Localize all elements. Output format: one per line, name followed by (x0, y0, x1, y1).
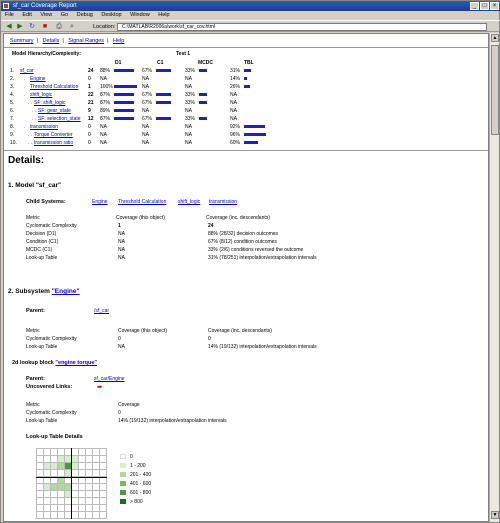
tbl-value: 92% (230, 124, 241, 130)
tbl-value: 31% (230, 68, 241, 74)
metric-value: 0 (118, 410, 121, 416)
lookup-cell (79, 449, 86, 456)
mcdc-coverage-bar (199, 101, 207, 104)
hierarchy-link[interactable]: Torque Converter (34, 132, 73, 138)
lookup-cell (44, 484, 51, 491)
lookup-cell (51, 498, 58, 505)
toolbar (1, 20, 500, 32)
hierarchy-link[interactable]: sf_car (20, 68, 34, 74)
lookup-cell (51, 456, 58, 463)
lookup-table-grid (36, 448, 106, 518)
lookup-cell (44, 449, 51, 456)
c1-value: NA (142, 76, 149, 82)
d1-value: 100% (100, 84, 113, 90)
legend-label: 601 - 800 (130, 490, 152, 496)
legend-swatch (120, 499, 126, 504)
tbl-coverage-bar (244, 125, 265, 128)
mcdc-value: NA (185, 108, 192, 114)
coverage-header: Coverage (118, 402, 140, 408)
engine-heading: 2. Subsystem "Engine" (8, 288, 80, 295)
metric-desc-value: 14% (19/132) interpolation/extrapolation intervals (208, 344, 317, 350)
complexity-value: 0 (88, 132, 91, 138)
lookup-parent-link[interactable]: sf_car/Engine (94, 376, 125, 382)
tbl-coverage-bar (244, 69, 251, 72)
child-link-threshold[interactable]: Threshold Calculation (118, 199, 167, 205)
lookup-cell (37, 491, 44, 498)
tbl-header: TBL (244, 60, 254, 66)
d1-value: 88% (100, 68, 111, 74)
c1-coverage-bar (156, 69, 171, 72)
vertical-scrollbar[interactable] (489, 33, 499, 522)
c1-value: NA (142, 124, 149, 130)
mcdc-coverage-bar (199, 69, 207, 72)
lookup-cell (86, 498, 93, 505)
child-link-engine[interactable]: Engine (92, 199, 108, 205)
hierarchy-link[interactable]: Threshold Calculation (30, 84, 79, 90)
tbl-coverage-bar (244, 77, 247, 80)
row-indent: . (24, 76, 26, 82)
lookup-cell (100, 505, 107, 512)
row-number: 4. (10, 92, 15, 98)
lookup-cell (58, 463, 65, 470)
tbl-value: 60% (230, 140, 241, 146)
lookup-cell (37, 449, 44, 456)
metric-desc-value: 67% (8/12) condition outcomes (208, 239, 277, 245)
metric-header: Metric (26, 402, 40, 408)
lookup-cell (93, 498, 100, 505)
row-indent: . (24, 124, 26, 130)
lookup-cell (93, 477, 100, 484)
d1-value: 89% (100, 108, 111, 114)
engine-parent-link[interactable]: /sf_car (94, 308, 110, 314)
print-icon[interactable]: ⎙ (56, 23, 62, 30)
lookup-cell (58, 491, 65, 498)
complexity-value: 12 (88, 116, 94, 122)
lookup-cell (37, 477, 44, 484)
lookup-heading-link[interactable]: "engine torque" (55, 360, 97, 366)
lookup-cell (51, 470, 58, 477)
metric-object-value: NA (118, 247, 125, 253)
scroll-up-icon[interactable]: ▲ (492, 35, 498, 41)
nav-help[interactable]: Help (113, 38, 125, 44)
d1-value: NA (100, 124, 107, 130)
stop-icon[interactable]: ■ (42, 23, 48, 30)
find-icon[interactable]: ⌕ (70, 23, 74, 30)
lookup-cell (100, 512, 107, 519)
lookup-cell (86, 470, 93, 477)
lookup-cell (93, 491, 100, 498)
lookup-cell (100, 477, 107, 484)
nav-summary[interactable]: Summary (10, 38, 34, 44)
grid-line (71, 448, 72, 519)
tbl-value: 14% (230, 76, 241, 82)
lookup-cell (44, 470, 51, 477)
lookup-cell (51, 512, 58, 519)
legend-swatch (120, 463, 126, 468)
metric-name: Cyclomatic Complexity (26, 410, 77, 416)
d1-coverage-bar (114, 85, 137, 88)
metric-object-value: NA (118, 231, 125, 237)
metric-value: 14% (19/132) interpolation/extrapolation intervals (118, 418, 227, 424)
lookup-cell (37, 470, 44, 477)
close-button[interactable]: × (490, 2, 499, 10)
lookup-cell (37, 512, 44, 519)
row-indent: . (24, 84, 26, 90)
menu-help[interactable]: Help (158, 12, 170, 18)
lookup-cell (93, 505, 100, 512)
obj-coverage-header: Coverage (this object) (116, 215, 165, 221)
hierarchy-link[interactable]: SF: gear_state (38, 108, 71, 114)
test-header: Test 1 (176, 51, 191, 57)
row-number: 10. (10, 140, 17, 146)
lookup-cell (93, 470, 100, 477)
metric-object-value: NA (118, 344, 125, 350)
lookup-cell (37, 456, 44, 463)
lookup-cell (79, 463, 86, 470)
lookup-cell (79, 456, 86, 463)
d1-coverage-bar (114, 109, 134, 112)
legend-label: > 800 (130, 499, 143, 505)
menu-debug[interactable]: Debug (76, 12, 93, 18)
metric-name: Look-up Table (26, 344, 58, 350)
refresh-icon[interactable]: ↻ (29, 23, 35, 30)
lookup-cell (51, 505, 58, 512)
d1-coverage-bar (114, 101, 134, 104)
title-bar (1, 1, 500, 11)
window-title: sf_car Coverage Report (13, 3, 77, 9)
divider (4, 47, 489, 48)
metric-name: Decision (D1) (26, 231, 57, 237)
mcdc-value: 33% (185, 68, 196, 74)
metric-name: MCDC (C1) (26, 247, 53, 253)
row-number: 9. (10, 132, 15, 138)
lookup-cell (86, 491, 93, 498)
lookup-cell (100, 449, 107, 456)
engine-parent-label: Parent: (26, 308, 45, 314)
hierarchy-link[interactable]: SF: shift_logic (34, 100, 66, 106)
nav-separator: | (62, 38, 64, 44)
minimize-button[interactable]: _ (470, 2, 479, 10)
row-indent: . . (28, 100, 33, 106)
hierarchy-header: Model Hierarchy/Complexity: (12, 51, 81, 57)
lookup-cell (72, 449, 79, 456)
lookup-cell (86, 477, 93, 484)
c1-value: NA (142, 84, 149, 90)
lookup-cell (37, 484, 44, 491)
row-indent: . (24, 92, 26, 98)
lookup-cell (100, 463, 107, 470)
menu-bar (1, 11, 500, 20)
lookup-cell (79, 484, 86, 491)
tbl-coverage-bar (244, 85, 250, 88)
lookup-cell (72, 512, 79, 519)
complexity-value: 24 (88, 68, 94, 74)
nav-separator: | (107, 38, 109, 44)
complexity-value: 1 (88, 84, 91, 90)
lookup-cell (72, 484, 79, 491)
lookup-cell (58, 498, 65, 505)
complexity-value: 0 (88, 140, 91, 146)
menu-go[interactable]: Go (60, 12, 69, 18)
complexity-value: 22 (88, 92, 94, 98)
metric-desc-value: 31% (78/251) interpolation/extrapolation intervals (208, 255, 317, 261)
row-number: 2. (10, 76, 15, 82)
lookup-cell (51, 477, 58, 484)
lookup-cell (44, 463, 51, 470)
c1-value: NA (142, 132, 149, 138)
lookup-cell (93, 449, 100, 456)
lookup-cell (37, 463, 44, 470)
lookup-cell (44, 498, 51, 505)
nav-separator: | (36, 38, 38, 44)
c1-value: 67% (142, 68, 153, 74)
lookup-cell (58, 477, 65, 484)
c1-coverage-bar (156, 117, 171, 120)
uncovered-links-label: Uncovered Links: (26, 384, 73, 390)
lookup-cell (100, 491, 107, 498)
lookup-cell (100, 470, 107, 477)
lookup-cell (100, 498, 107, 505)
forward-icon[interactable]: ▶ (17, 23, 23, 30)
lookup-cell (44, 477, 51, 484)
scroll-down-icon[interactable]: ▼ (492, 512, 498, 518)
d1-header: D1 (115, 60, 122, 66)
child-systems-label: Child Systems: (26, 199, 66, 205)
row-number: 8. (10, 124, 15, 130)
desc-coverage-header: Coverage (inc. descendants) (206, 215, 270, 221)
lookup-cell (44, 491, 51, 498)
mcdc-value: NA (185, 124, 192, 130)
lookup-cell (58, 449, 65, 456)
child-link-transmission[interactable]: transmission (209, 199, 238, 205)
c1-value: 67% (142, 100, 153, 106)
d1-coverage-bar (114, 93, 134, 96)
row-number: 7. (10, 116, 15, 122)
complexity-value: 9 (88, 108, 91, 114)
hierarchy-link[interactable]: transmission ratio (34, 140, 74, 146)
hierarchy-link[interactable]: transmission (30, 124, 59, 130)
metric-name: Look-up Table (26, 418, 58, 424)
hierarchy-link[interactable]: shift_logic (30, 92, 53, 98)
legend-label: 1 - 200 (130, 463, 146, 469)
desc-coverage-header: Coverage (inc. descendants) (208, 328, 272, 334)
row-indent: . . . (32, 108, 39, 114)
legend-label: 201 - 400 (130, 472, 152, 478)
mcdc-value: 33% (185, 100, 196, 106)
engine-heading-link[interactable]: "Engine" (51, 288, 80, 295)
d1-value: 87% (100, 100, 111, 106)
mcdc-value: 33% (185, 92, 196, 98)
metric-desc-value: 33% (2/6) conditions reversed the outcome (208, 247, 304, 253)
row-indent: . . . (32, 116, 39, 122)
lookup-cell (86, 449, 93, 456)
c1-value: 67% (142, 116, 153, 122)
mcdc-value: 33% (185, 116, 196, 122)
legend-swatch (120, 481, 126, 486)
menu-view[interactable]: View (40, 12, 53, 18)
location-input[interactable]: C:\MATLAB\R2006a\work\sf_car_cov.html (117, 23, 487, 31)
lookup-cell (72, 505, 79, 512)
menu-edit[interactable]: Edit (22, 12, 32, 18)
lookup-cell (58, 484, 65, 491)
scroll-thumb[interactable] (491, 45, 499, 135)
complexity-value: 0 (88, 76, 91, 82)
mcdc-header: MCDC (198, 60, 213, 66)
d1-value: 87% (100, 92, 111, 98)
lookup-cell (86, 512, 93, 519)
lookup-cell (93, 456, 100, 463)
hierarchy-link[interactable]: Engine (30, 76, 46, 82)
row-indent: . . (28, 132, 33, 138)
table-details-label: Look-up Table Details (26, 434, 83, 440)
tbl-value: NA (230, 108, 237, 114)
lookup-cell (86, 456, 93, 463)
tbl-value: 96% (230, 132, 241, 138)
d1-coverage-bar (114, 117, 134, 120)
legend-swatch (120, 490, 126, 495)
report-nav (10, 38, 124, 44)
model-heading: 1. Model "sf_car" (8, 182, 62, 189)
metric-object-value: 1 (118, 223, 121, 229)
mcdc-coverage-bar (199, 117, 207, 120)
lookup-cell (79, 498, 86, 505)
lookup-cell (72, 470, 79, 477)
lookup-cell (72, 463, 79, 470)
tbl-coverage-bar (244, 141, 258, 144)
lookup-cell (93, 512, 100, 519)
lookup-cell (51, 449, 58, 456)
highlight-arrow-icon[interactable]: ➨ (97, 384, 103, 391)
d1-value: NA (100, 76, 107, 82)
lookup-cell (86, 484, 93, 491)
mcdc-value: NA (185, 140, 192, 146)
lookup-cell (79, 505, 86, 512)
metric-object-value: 0 (118, 336, 121, 342)
lookup-cell (100, 484, 107, 491)
row-number: 3. (10, 84, 15, 90)
metric-object-value: NA (118, 255, 125, 261)
lookup-cell (72, 477, 79, 484)
nav-details[interactable]: Details (42, 38, 60, 44)
hierarchy-link[interactable]: SF: selection_state (38, 116, 81, 122)
lookup-heading: 2d lookup block "engine torque" (12, 360, 97, 366)
c1-value: NA (142, 108, 149, 114)
maximize-button[interactable]: □ (480, 2, 489, 10)
metric-desc-value: 24 (208, 223, 214, 229)
tbl-value: NA (230, 92, 237, 98)
metric-header: Metric (26, 215, 40, 221)
d1-value: 87% (100, 116, 111, 122)
lookup-cell (72, 456, 79, 463)
lookup-cell (58, 505, 65, 512)
c1-value: 67% (142, 92, 153, 98)
metric-desc-value: 0 (208, 336, 211, 342)
lookup-cell (72, 498, 79, 505)
lookup-parent-label: Parent: (26, 376, 45, 382)
metric-name: Look-up Table (26, 255, 58, 261)
lookup-cell (79, 477, 86, 484)
lookup-cell (58, 456, 65, 463)
complexity-value: 21 (88, 100, 94, 106)
c1-header: C1 (157, 60, 164, 66)
legend-label: 401 - 600 (130, 481, 152, 487)
lookup-cell (51, 463, 58, 470)
lookup-cell (51, 484, 58, 491)
mcdc-value: NA (185, 76, 192, 82)
metric-name: Condition (C1) (26, 239, 59, 245)
metric-name: Cyclomatic Complexity (26, 223, 77, 229)
tbl-coverage-bar (244, 133, 266, 136)
mcdc-value: NA (185, 132, 192, 138)
legend-swatch (120, 454, 126, 459)
lookup-cell (44, 505, 51, 512)
menu-file[interactable]: File (5, 12, 14, 18)
report-content (3, 33, 489, 522)
lookup-cell (37, 498, 44, 505)
lookup-cell (79, 512, 86, 519)
lookup-cell (86, 463, 93, 470)
menu-desktop[interactable]: Desktop (101, 12, 122, 18)
lookup-cell (79, 491, 86, 498)
lookup-cell (44, 456, 51, 463)
row-number: 6. (10, 108, 15, 114)
lookup-cell (93, 484, 100, 491)
lookup-cell (58, 512, 65, 519)
d1-value: NA (100, 140, 107, 146)
d1-coverage-bar (114, 69, 134, 72)
lookup-cell (100, 456, 107, 463)
mcdc-value: NA (185, 84, 192, 90)
app-icon (3, 3, 9, 9)
metric-desc-value: 88% (28/32) decision outcomes (208, 231, 279, 237)
lookup-cell (72, 491, 79, 498)
child-link-shift-logic[interactable]: shift_logic (178, 199, 201, 205)
tbl-value: 26% (230, 84, 241, 90)
c1-value: NA (142, 140, 149, 146)
lookup-cell (51, 491, 58, 498)
details-heading: Details: (8, 155, 45, 166)
metric-object-value: NA (118, 239, 125, 245)
lookup-cell (79, 470, 86, 477)
menu-window[interactable]: Window (130, 12, 150, 18)
nav-signal-ranges[interactable]: Signal Ranges (68, 38, 105, 44)
metric-name: Cyclomatic Complexity (26, 336, 77, 342)
lookup-cell (44, 512, 51, 519)
complexity-value: 0 (88, 124, 91, 130)
lookup-cell (93, 463, 100, 470)
back-icon[interactable]: ◀ (6, 23, 12, 30)
row-number: 1. (10, 68, 15, 74)
d1-value: NA (100, 132, 107, 138)
obj-coverage-header: Coverage (this object) (118, 328, 167, 334)
location-label: Location: (93, 24, 116, 30)
tbl-value: NA (230, 100, 237, 106)
legend-label: 0 (130, 454, 133, 460)
metric-header: Metric (26, 328, 40, 334)
c1-coverage-bar (156, 93, 171, 96)
lookup-cell (37, 505, 44, 512)
legend-swatch (120, 472, 126, 477)
lookup-cell (86, 505, 93, 512)
mcdc-coverage-bar (199, 93, 207, 96)
lookup-cell (58, 470, 65, 477)
tbl-value: NA (230, 116, 237, 122)
divider (4, 150, 489, 151)
c1-coverage-bar (156, 101, 171, 104)
row-indent: . . (28, 140, 33, 146)
row-number: 5. (10, 100, 15, 106)
